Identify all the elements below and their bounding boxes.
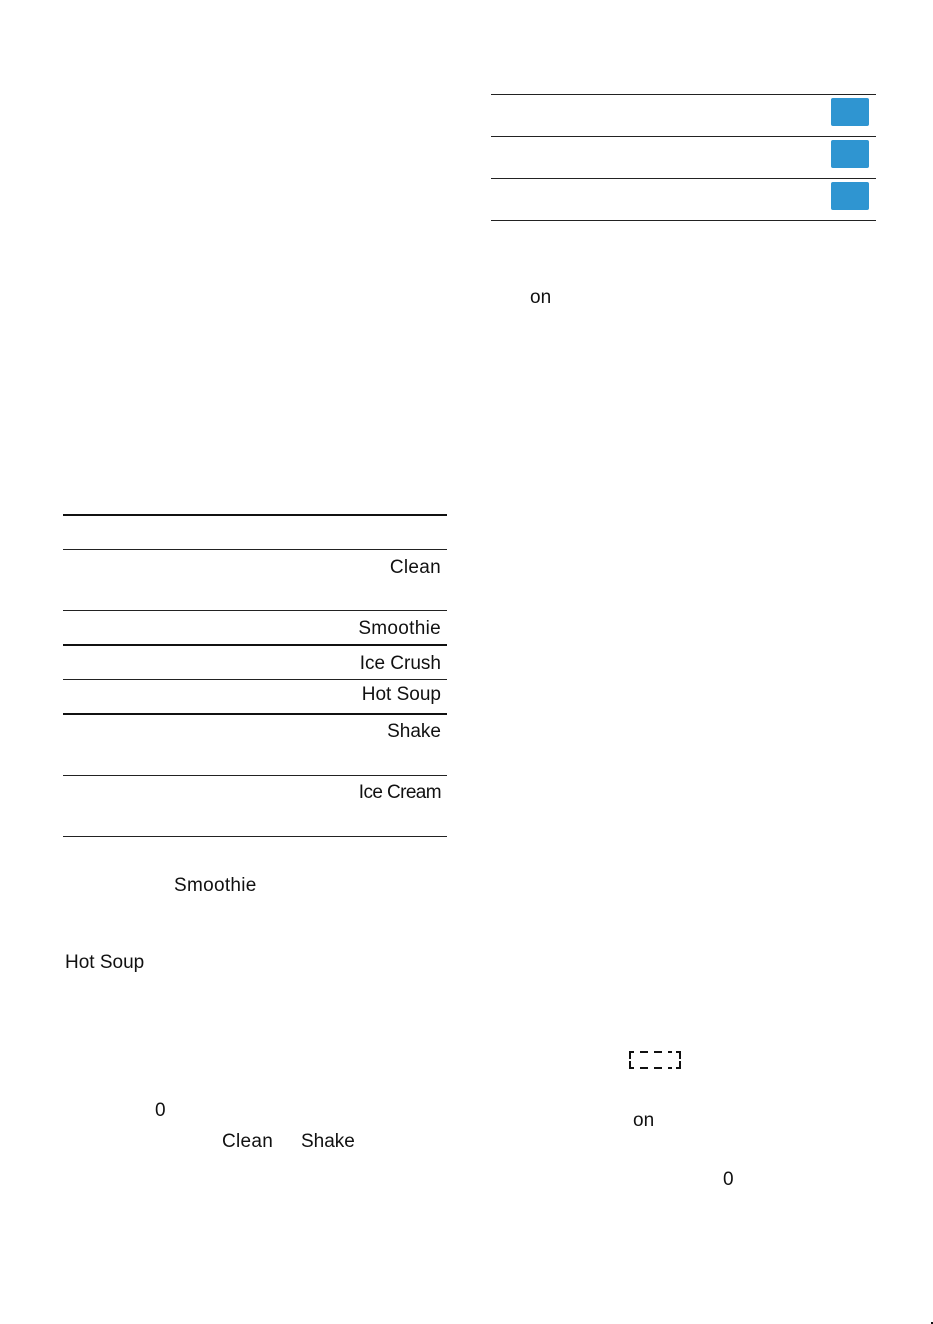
table-rule [63,679,447,680]
blue-swatch-3 [831,182,869,210]
table-rule-top [63,514,447,516]
table-rule [491,178,876,179]
program-ice-cream: Ice Cream [358,782,441,803]
blue-swatch-1 [831,98,869,126]
table-rule [63,610,447,611]
table-rule [63,644,447,646]
program-smoothie: Smoothie [358,618,441,639]
clean-text: Clean [222,1131,274,1152]
table-rule [491,136,876,137]
program-shake: Shake [387,721,441,742]
on-label-top: on [530,287,552,308]
zero-label-left: 0 [155,1100,166,1121]
program-clean: Clean [389,557,441,578]
table-rule [491,220,876,221]
smoothie-text: Smoothie [174,875,257,896]
blue-swatch-2 [831,140,869,168]
program-ice-crush: Ice Crush [359,653,441,674]
table-rule-bottom [63,836,447,837]
shake-text: Shake [301,1131,355,1152]
table-rule [63,775,447,776]
program-hot-soup: Hot Soup [361,684,441,705]
table-rule [491,94,876,95]
table-rule [63,549,447,550]
zero-label-right: 0 [723,1169,734,1190]
on-label-bottom: on [633,1110,655,1131]
dashed-display-icon [628,1051,682,1069]
hot-soup-text: Hot Soup [65,952,145,973]
table-rule [63,713,447,715]
